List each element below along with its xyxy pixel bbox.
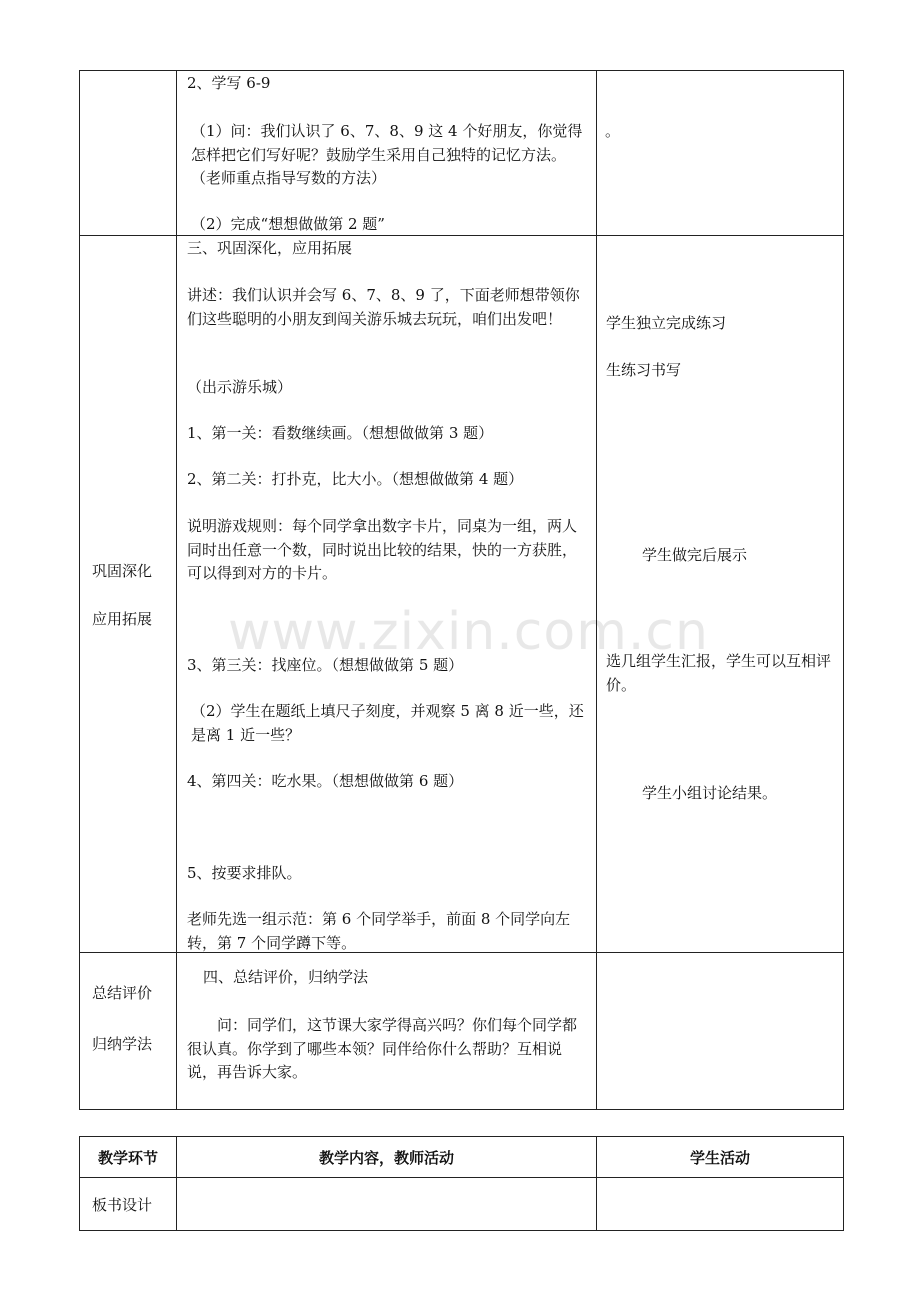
content-paragraph: （2）学生在题纸上填尺子刻度，并观察 5 离 8 近一些，还是离 1 近一些？ bbox=[191, 702, 584, 744]
stage-label: 总结评价 bbox=[92, 984, 153, 1002]
watermark: www.zixin.com.cn bbox=[228, 602, 709, 662]
content-paragraph: （2）完成“想想做做第 2 题” bbox=[191, 215, 385, 233]
content-cell bbox=[177, 71, 597, 236]
student-cell bbox=[597, 953, 844, 1110]
content-paragraph: 2、第二关：打扑克，比大小。（想想做做第 4 题） bbox=[187, 470, 524, 488]
table-row bbox=[80, 236, 844, 953]
column-header: 学生活动 bbox=[597, 1137, 844, 1178]
student-text: 。 bbox=[605, 122, 621, 140]
content-paragraph: 讲述：我们认识并会写 6、7、8、9 了，下面老师想带领你们这些聪明的小朋友到闯关游乐城去玩玩，咱们出发吧！ bbox=[187, 286, 580, 328]
content-paragraph: （1）问：我们认识了 6、7、8、9 这 4 个好朋友，你觉得怎样把它们写好呢？鼓励学生采用自己独特的记忆方法。（老师重点指导写数的方法） bbox=[191, 122, 583, 187]
content-paragraph: 问：同学们，这节课大家学得高兴吗？你们每个同学都很认真。你学到了哪些本领？同伴给你什么帮助？互相说说，再告诉大家。 bbox=[187, 1016, 578, 1081]
content-paragraph: （出示游乐城） bbox=[187, 378, 293, 396]
content-paragraph: 2、学写 6-9 bbox=[187, 74, 271, 92]
stage-cell bbox=[80, 236, 177, 953]
content-cell bbox=[177, 236, 597, 953]
table-header-row bbox=[80, 1137, 844, 1178]
content-cell bbox=[177, 953, 597, 1110]
content-paragraph: 4、第四关：吃水果。（想想做做第 6 题） bbox=[187, 772, 464, 790]
content-paragraph: 说明游戏规则：每个同学拿出数字卡片，同桌为一组，两人同时出任意一个数，同时说出比较的结果，快的一方获胜，可以得到对方的卡片。 bbox=[187, 517, 578, 582]
content-heading: 三、巩固深化，应用拓展 bbox=[187, 239, 353, 257]
content-paragraph: 老师先选一组示范：第 6 个同学举手，前面 8 个同学向左转，第 7 个同学蹲下等。 bbox=[187, 910, 571, 952]
content-heading: 四、总结评价，归纳学法 bbox=[203, 968, 369, 986]
student-text: 学生小组讨论结果。 bbox=[642, 784, 778, 802]
student-text: 学生做完后展示 bbox=[642, 546, 748, 564]
stage-cell bbox=[80, 71, 177, 236]
student-cell bbox=[597, 1178, 844, 1231]
stage-label: 应用拓展 bbox=[92, 610, 153, 628]
stage-cell bbox=[80, 953, 177, 1110]
content-paragraph: 3、第三关：找座位。（想想做做第 5 题） bbox=[187, 656, 464, 674]
stage-label: 巩固深化 bbox=[92, 562, 153, 580]
lesson-plan-table bbox=[79, 70, 844, 1110]
content-paragraph: 5、按要求排队。 bbox=[187, 864, 302, 882]
stage-label: 归纳学法 bbox=[92, 1035, 153, 1053]
student-text: 学生独立完成练习 bbox=[606, 314, 727, 332]
column-header: 教学内容，教师活动 bbox=[177, 1137, 597, 1178]
student-cell bbox=[597, 236, 844, 953]
table-row bbox=[80, 71, 844, 236]
row-label: 板书设计 bbox=[80, 1178, 177, 1231]
student-text: 选几组学生汇报，学生可以互相评价。 bbox=[606, 652, 832, 694]
table-row bbox=[80, 953, 844, 1110]
student-cell bbox=[597, 71, 844, 236]
column-header: 教学环节 bbox=[80, 1137, 177, 1178]
content-cell bbox=[177, 1178, 597, 1231]
student-text: 生练习书写 bbox=[606, 361, 682, 379]
content-paragraph: 1、第一关：看数继续画。（想想做做第 3 题） bbox=[187, 424, 494, 442]
table-row bbox=[80, 1178, 844, 1231]
board-design-table bbox=[79, 1136, 844, 1231]
